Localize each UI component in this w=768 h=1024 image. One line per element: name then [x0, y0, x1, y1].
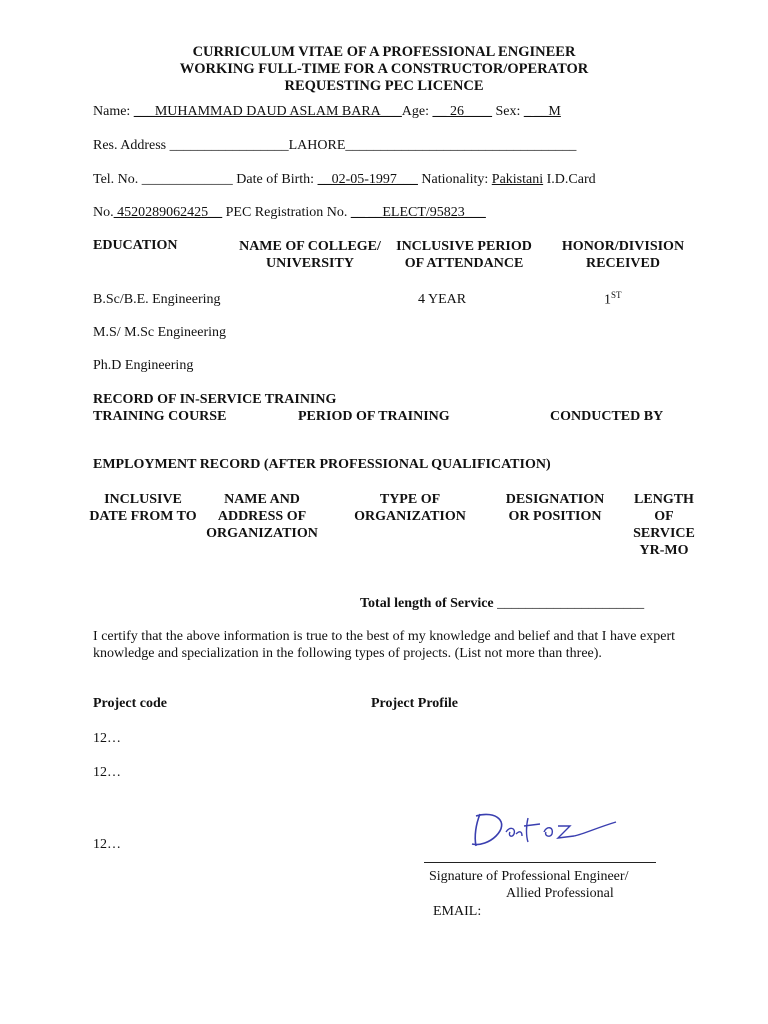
idno-value: 4520289062425__: [113, 205, 223, 220]
training-heading: RECORD OF IN-SERVICE TRAINING: [93, 392, 337, 407]
dob-value: __02-05-1997___: [317, 172, 418, 187]
honor-header: HONOR/DIVISION RECEIVED: [561, 239, 685, 271]
training-course-header: TRAINING COURSE: [93, 409, 227, 424]
idno-label: No.: [93, 205, 114, 220]
total-service-row: [360, 596, 644, 612]
nationality-label: Nationality:: [421, 172, 489, 187]
total-service-value: _____________________: [497, 596, 645, 611]
document-title-line3: REQUESTING PEC LICENCE: [284, 78, 484, 94]
education-degree-bsc: B.Sc/B.E. Engineering: [93, 292, 221, 307]
address-value: _________________LAHORE_________________________________: [169, 138, 577, 153]
employment-date-header: INCLUSIVE DATE FROM TO: [89, 492, 197, 524]
handwritten-signature: [466, 806, 626, 852]
idcard-label: I.D.Card: [546, 172, 596, 187]
document-title-line1: CURRICULUM VITAE OF A PROFESSIONAL ENGINEER: [192, 44, 576, 60]
education-degree-msc: M.S/ M.Sc Engineering: [93, 325, 226, 340]
education-period-bsc: 4 YEAR: [418, 292, 467, 307]
contact-row: [93, 172, 596, 188]
registration-row: [93, 205, 486, 221]
period-header: INCLUSIVE PERIOD OF ATTENDANCE: [396, 239, 532, 271]
employment-name-header: NAME AND ADDRESS OF ORGANIZATION: [206, 492, 318, 541]
project-item-1: 12…: [93, 731, 121, 746]
project-code-header: Project code: [93, 696, 167, 711]
sex-value: _ __M: [523, 104, 561, 119]
employment-type-header: TYPE OF ORGANIZATION: [354, 492, 466, 524]
employment-heading: EMPLOYMENT RECORD (AFTER PROFESSIONAL QUALIFICATION): [93, 457, 551, 472]
certification-paragraph: I certify that the above information is true to the best of my knowledge and belief and that I have expert knowledge and specialization in the following types of projects. (List not more than three).: [93, 629, 675, 661]
tel-label: Tel. No.: [93, 172, 139, 187]
education-header: EDUCATION: [93, 238, 178, 253]
email-label: EMAIL:: [433, 904, 482, 919]
sex-label: Sex:: [495, 104, 521, 119]
document-title-line2: WORKING FULL-TIME FOR A CONSTRUCTOR/OPERATOR: [179, 61, 589, 77]
dob-label: Date of Birth:: [236, 172, 315, 187]
employment-length-header: LENGTH OF SERVICE YR-MO: [633, 492, 695, 558]
name-value: ___MUHAMMAD DAUD ASLAM BARA___: [133, 104, 402, 119]
name-row: [93, 104, 561, 120]
age-value: __ 26____: [432, 104, 493, 119]
employment-designation-header: DESIGNATION OR POSITION: [505, 492, 605, 524]
tel-value: _____________: [141, 172, 233, 187]
project-item-3: 12…: [93, 837, 121, 852]
college-header: NAME OF COLLEGE/ UNIVERSITY: [239, 239, 381, 271]
project-profile-header: Project Profile: [371, 696, 458, 711]
signature-line: [424, 862, 656, 863]
signature-caption-line2: Allied Professional: [506, 886, 614, 901]
project-item-2: 12…: [93, 765, 121, 780]
address-label: Res. Address: [93, 138, 167, 153]
training-period-header: PERIOD OF TRAINING: [298, 409, 450, 424]
education-degree-phd: Ph.D Engineering: [93, 358, 194, 373]
address-row: [93, 138, 576, 154]
name-label: Name:: [93, 104, 131, 119]
pec-label: PEC Registration No.: [225, 205, 348, 220]
pec-value: __ __ELECT/95823___: [350, 205, 486, 220]
age-label: Age:: [401, 104, 430, 119]
total-service-label: Total length of Service: [360, 596, 494, 611]
signature-caption-line1: Signature of Professional Engineer/: [429, 869, 629, 884]
training-conducted-header: CONDUCTED BY: [550, 409, 664, 424]
education-honor-bsc: 1ST: [604, 290, 622, 308]
nationality-value: Pakistani: [491, 172, 544, 187]
